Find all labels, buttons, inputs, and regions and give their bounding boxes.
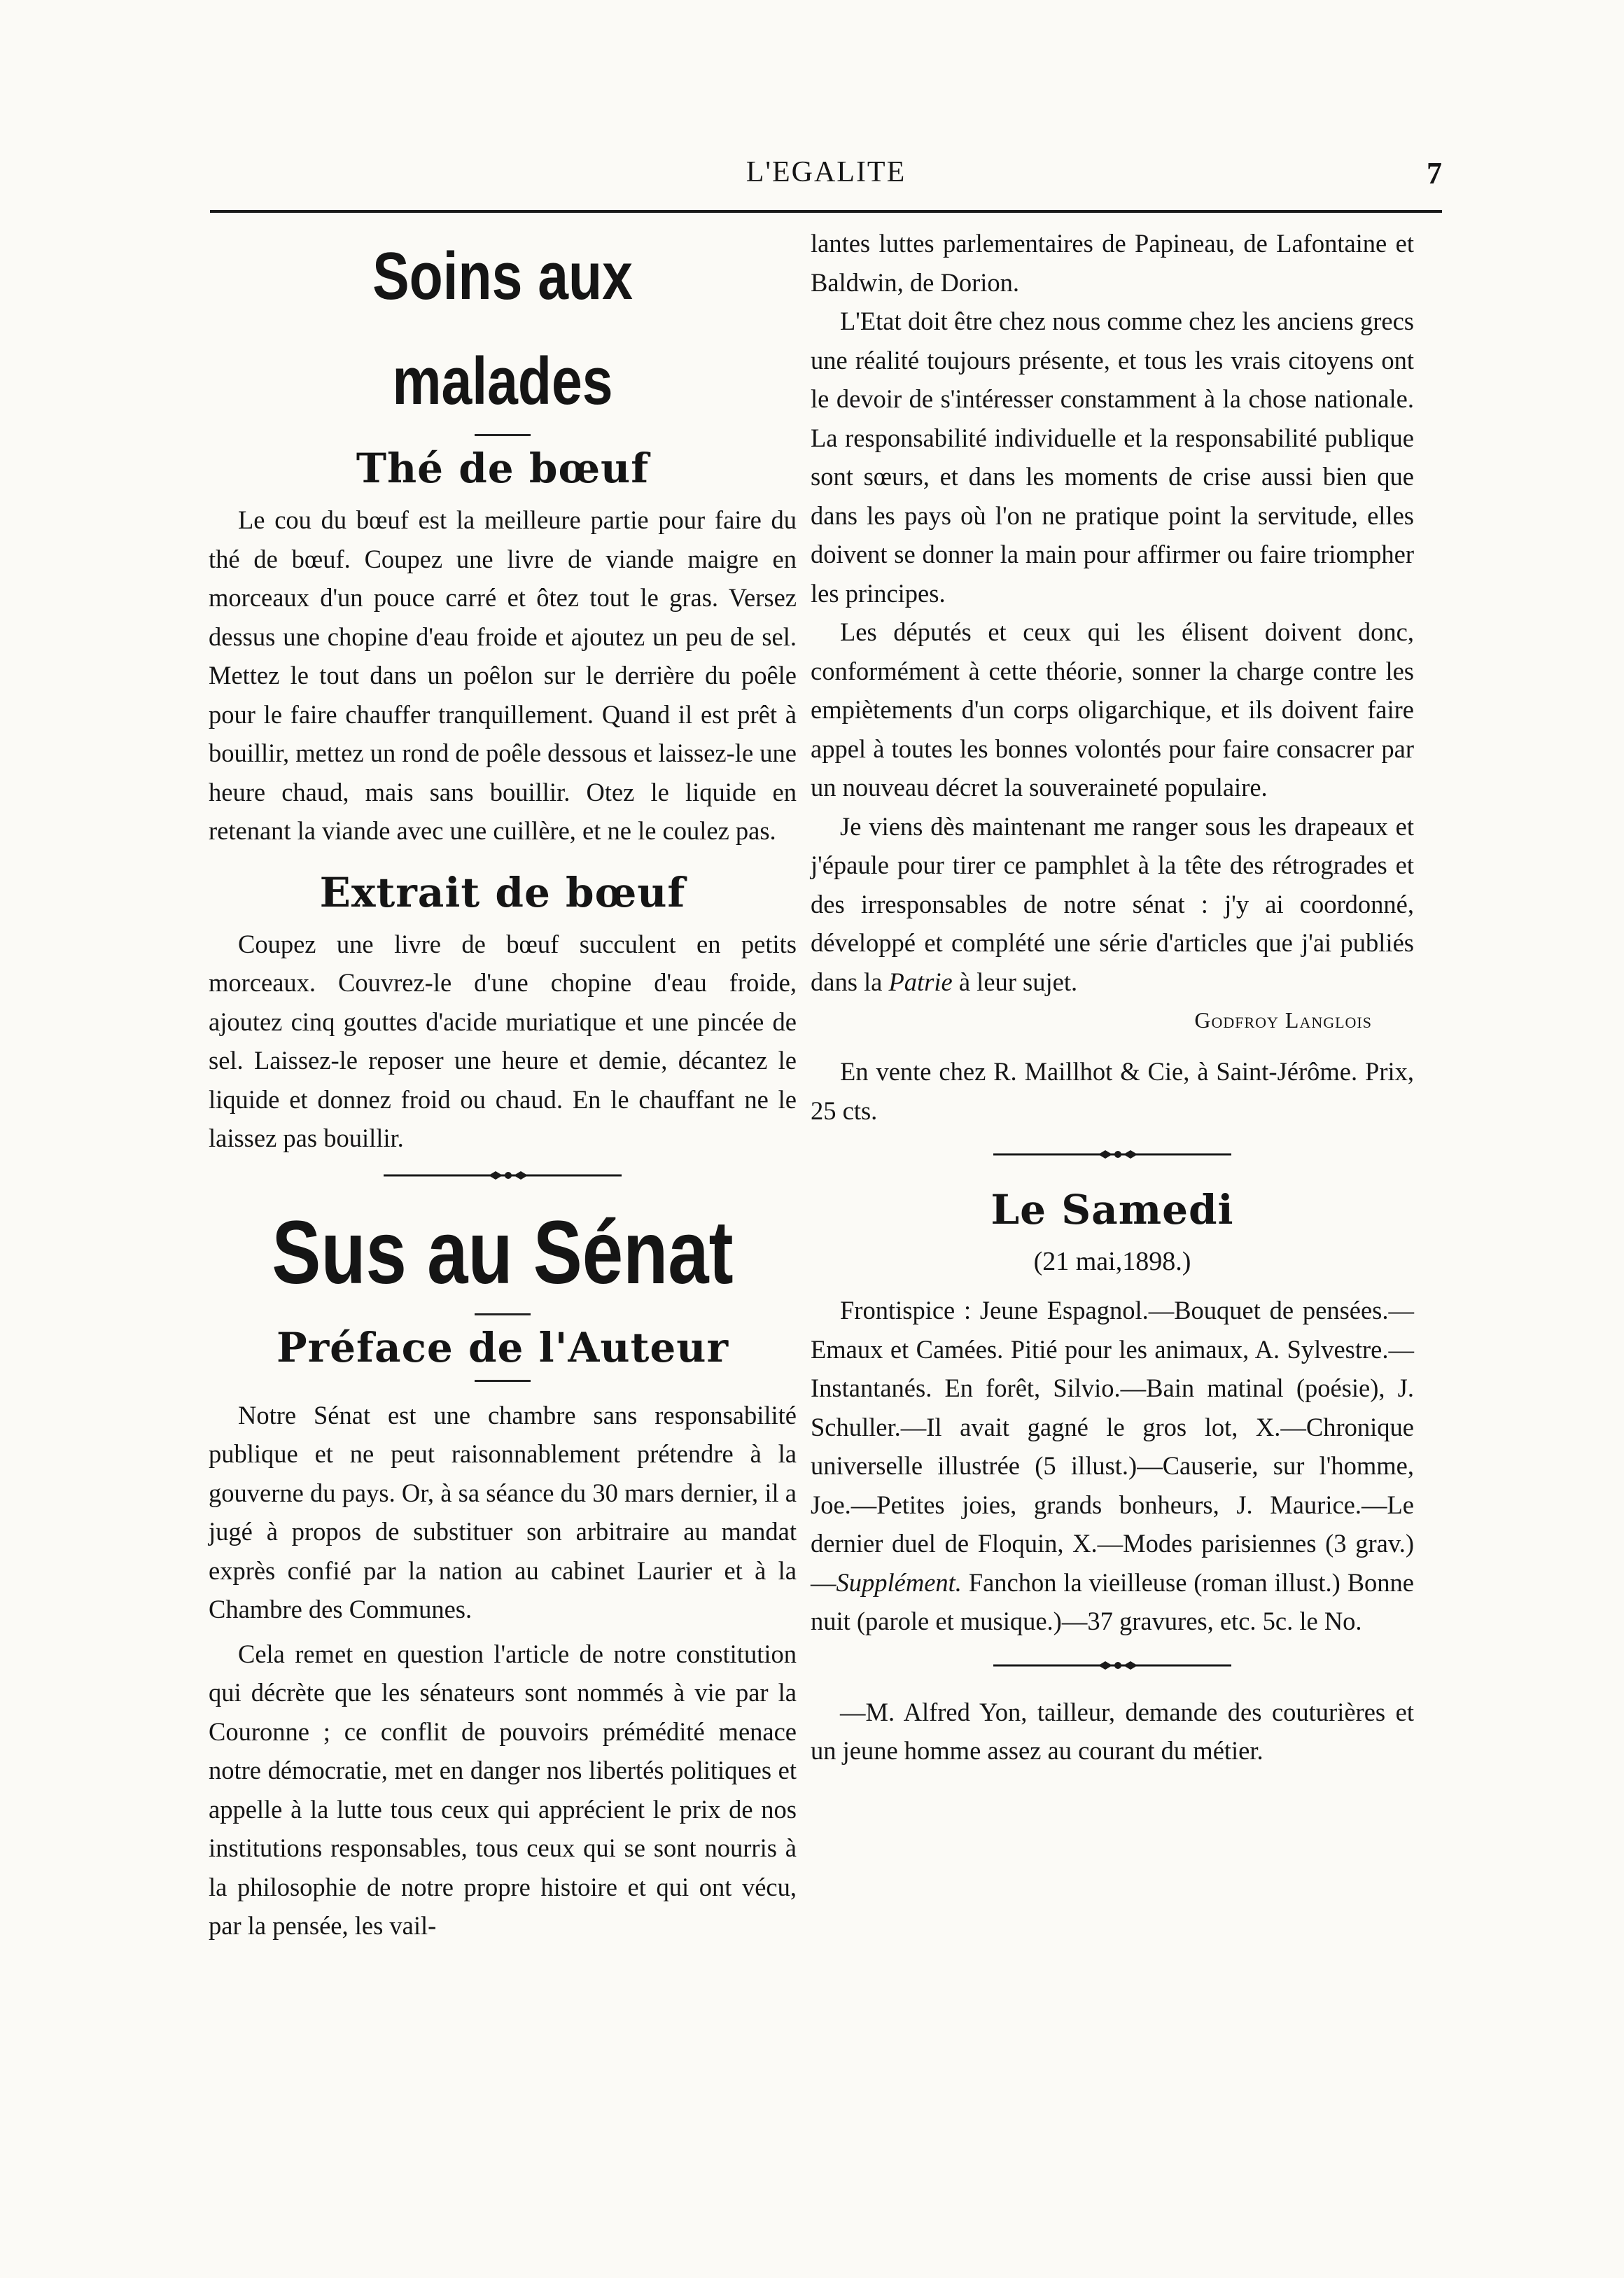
notice-tailleur: —M. Alfred Yon, tailleur, demande des couturières et un jeune homme assez au courant du métier. xyxy=(811,1697,1414,1765)
article-title-soins: Soins aux malades xyxy=(372,239,633,419)
recipe-title-extrait: Extrait de bœuf xyxy=(319,868,686,916)
ornament-divider-icon xyxy=(384,1158,622,1193)
continued-paragraph: lantes luttes parlementaires de Papineau, de Lafontaine et Baldwin, de Dorion. xyxy=(811,229,1414,297)
article-paragraph: Les députés et ceux qui les élisent doivent donc, conformément à cette théorie, sonner la charge contre les empiètements d'un corps oligarchique, et ils doivent faire appel à toutes les bonnes volontés pour faire consacrer par un nouveau décret la souveraineté populaire. xyxy=(811,617,1414,802)
author-signature: Godfroy Langlois xyxy=(1194,1007,1372,1033)
sale-notice: En vente chez R. Maillhot & Cie, à Saint-Jérôme. Prix, 25 cts. xyxy=(811,1057,1414,1125)
preface-paragraph: Notre Sénat est une chambre sans responsabilité publique et ne peut raisonnablement prétendre à la gouverne du pays. Or, à sa séance du 30 mars dernier, il a jugé à propos de substituer son arbitraire au mandat exprès confié par la nation au cabinet Laurier et à la Chambre des Communes. xyxy=(209,1400,797,1623)
ornament-divider-icon xyxy=(993,1137,1231,1172)
samedi-contents: Frontispice : Jeune Espagnol.—Bouquet de pensées.—Emaux et Camées. Pitié pour les animaux, A. Sylvestre.—Instantanés. En forêt, Silvio.—Bain matinal (poésie), J. Schuller.—Il avait gagné le gros lot, X.—Chronique universelle illustrée (5 illust.)—Causerie, sur l'homme, Joe.—Petites joies, grands bonheurs, J. Maurice.—Le dernier duel de Floquin, X.—Modes parisiennes (3 grav.)—Supplément. Fanchon la vieilleuse (roman illust.) Bonne nuit (parole et musique.)—37 gravures, etc. 5c. le No. xyxy=(811,1296,1414,1635)
article-paragraph: L'Etat doit être chez nous comme chez les anciens grecs une réalité toujours présente, et tous les vrais citoyens ont le devoir de s'intéresser constamment à la chose nationale. La responsabilité individuelle et la responsabilité publique sont sœurs, et dans les moments de crise aussi bien que dans les pays où l'on ne pratique point la servitude, elles doivent se donner la main pour affirmer ou faire triompher les principes. xyxy=(811,307,1414,608)
article-paragraph: Je viens dès maintenant me ranger sous les drapeaux et j'épaule pour tirer ce pamphlet à la tête des rétrogrades et des irresponsables de notre sénat : j'y ai coordonné, développé et complété une série d'articles que j'ai publiés dans la Patrie à leur sujet. xyxy=(811,811,1414,996)
recipe-text-the: Le cou du bœuf est la meilleure partie pour faire du thé de bœuf. Coupez une livre de viande maigre en morceaux d'un pouce carré et ôtez tout le gras. Versez dessus une chopine d'eau froide et ajoutez un peu de sel. Mettez le tout dans un poêlon sur le derrière du poêle pour le faire chauffer tranquillement. Quand il est prêt à bouillir, mettez un rond de poêle dessous et laissez-le une heure chaud, mais sans bouillir. Otez le liquide en retenant la viande avec une cuillère, et ne le coulez pas. xyxy=(209,505,797,845)
header-rule xyxy=(210,210,1442,213)
page-header xyxy=(210,155,1442,197)
preface-paragraph: Cela remet en question l'article de notre constitution qui décrète que les sénateurs sont nommés à vie par la Couronne ; ce conflit de pouvoirs prémédité menace notre démocratie, met en danger nos libertés politiques et appelle à la lutte tous ceux qui apprécient le prix de nos institutions responsables, tous ceux qui se sont nourris à la philosophie de notre propre histoire et qui ont vécu, par la pensée, les vail- xyxy=(209,1639,797,1940)
page-number: 7 xyxy=(1427,156,1442,190)
article-title-senat: Sus au Sénat xyxy=(272,1202,734,1303)
title-rule xyxy=(475,1380,531,1382)
samedi-date: (21 mai,1898.) xyxy=(1033,1247,1191,1276)
right-column xyxy=(811,224,1414,1770)
publication-name: Patrie xyxy=(888,967,953,996)
running-title: L'EGALITE xyxy=(746,156,906,188)
recipe-text-extrait: Coupez une livre de bœuf succulent en petits morceaux. Couvrez-le d'une chopine d'eau froide, ajoutez cinq gouttes d'acide muriatique et une pincée de sel. Laissez-le reposer une heure et demie, décantez le liquide et donnez froid ou chaud. En le chauffant ne le laissez pas bouillir. xyxy=(209,929,797,1152)
samedi-title: Le Samedi xyxy=(990,1186,1234,1234)
recipe-title-the: Thé de bœuf xyxy=(356,445,650,492)
preface-title: Préface de l'Auteur xyxy=(276,1323,729,1371)
ornament-divider-icon xyxy=(993,1648,1231,1683)
left-column xyxy=(209,224,797,1945)
